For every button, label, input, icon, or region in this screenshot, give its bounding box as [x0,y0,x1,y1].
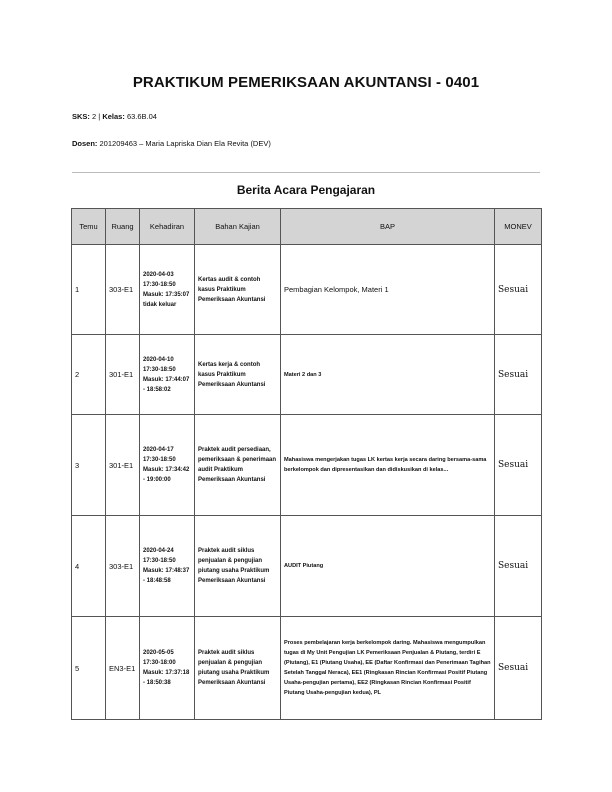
table-row [72,335,542,415]
kelas-value: 63.6B.04 [126,112,157,121]
cell-bahan-kajian: Kertas audit & contoh kasus Praktikum Pemeriksaan Akuntansi [195,245,281,335]
cell-temu: 3 [72,415,106,516]
cell-temu: 5 [72,617,106,720]
cell-kehadiran: 2020-04-24 17:30-18:50 Masuk: 17:48:37 - 18:48:58 [140,516,195,617]
table-row [72,516,542,617]
cell-monev: Sesuai [495,335,542,415]
cell-monev: Sesuai [495,617,542,720]
table-header-row [72,209,542,245]
course-meta [72,112,157,121]
bap-table [71,208,542,720]
cell-kehadiran: 2020-04-03 17:30-18:50 Masuk: 17:35:07 tidak keluar [140,245,195,335]
cell-ruang: 303-E1 [106,516,140,617]
cell-bap: Proses pembelajaran kerja berkelompok daring. Mahasiswa mengumpulkan tugas di My Unit Pengujian LK Pemeriksaan Penjualan & Piutang, terdiri E (Piutang), E1 (Piutang Usaha), EE (Daftar Konfirmasi dan Penerimaan Tagihan Setelah Tanggal Neraca), EE1 (Ringkasan Rincian Konfirmasi Positif Piutang Usaha-pengujian pertama), EE2 (Ringkasan Rincian Konfirmasi Positif Piutang Usaha-pengujian kedua), PL [281,617,495,720]
sks-value: 2 [92,112,97,121]
cell-ruang: 303-E1 [106,245,140,335]
cell-bap: Materi 2 dan 3 [281,335,495,415]
cell-kehadiran: 2020-04-10 17:30-18:50 Masuk: 17:44:07 - 18:58:02 [140,335,195,415]
separator: | [98,112,101,121]
cell-temu: 1 [72,245,106,335]
table-row [72,415,542,516]
cell-monev: Sesuai [495,415,542,516]
cell-bap: Mahasiswa mengerjakan tugas LK kertas kerja secara daring bersama-sama berkelompok dan dipresentasikan dan didiskusikan di kelas... [281,415,495,516]
sks-label: SKS: [72,112,90,121]
lecturer-meta [72,139,271,148]
table-row [72,617,542,720]
header-temu: Temu [72,209,106,245]
header-ruang: Ruang [106,209,140,245]
header-bahan-kajian: Bahan Kajian [195,209,281,245]
kelas-label: Kelas: [102,112,125,121]
cell-kehadiran: 2020-05-05 17:30-18:00 Masuk: 17:37:18 - 18:50:38 [140,617,195,720]
cell-bahan-kajian: Praktek audit persediaan, pemeriksaan & penerimaan audit Praktikum Pemeriksaan Akuntansi [195,415,281,516]
cell-ruang: 301-E1 [106,415,140,516]
cell-monev: Sesuai [495,245,542,335]
header-bap: BAP [281,209,495,245]
cell-ruang: 301-E1 [106,335,140,415]
cell-temu: 2 [72,335,106,415]
section-title: Berita Acara Pengajaran [236,183,376,197]
page-title: PRAKTIKUM PEMERIKSAAN AKUNTANSI - 0401 [132,74,480,91]
cell-bahan-kajian: Praktek audit siklus penjualan & pengujian piutang usaha Praktikum Pemeriksaan Akuntansi [195,617,281,720]
cell-bahan-kajian: Praktek audit siklus penjualan & pengujian piutang usaha Praktikum Pemeriksaan Akuntansi [195,516,281,617]
table-row [72,245,542,335]
cell-monev: Sesuai [495,516,542,617]
cell-kehadiran: 2020-04-17 17:30-18:50 Masuk: 17:34:42 - 19:00:00 [140,415,195,516]
divider [72,172,540,173]
cell-bahan-kajian: Kertas kerja & contoh kasus Praktikum Pemeriksaan Akuntansi [195,335,281,415]
header-monev: MONEV [495,209,542,245]
dosen-value: 201209463 – Maria Lapriska Dian Ela Revita (DEV) [99,139,271,148]
cell-bap: AUDIT Piutang [281,516,495,617]
header-kehadiran: Kehadiran [140,209,195,245]
cell-ruang: EN3-E1 [106,617,140,720]
cell-temu: 4 [72,516,106,617]
cell-bap: Pembagian Kelompok, Materi 1 [281,245,495,335]
dosen-label: Dosen: [72,139,98,148]
